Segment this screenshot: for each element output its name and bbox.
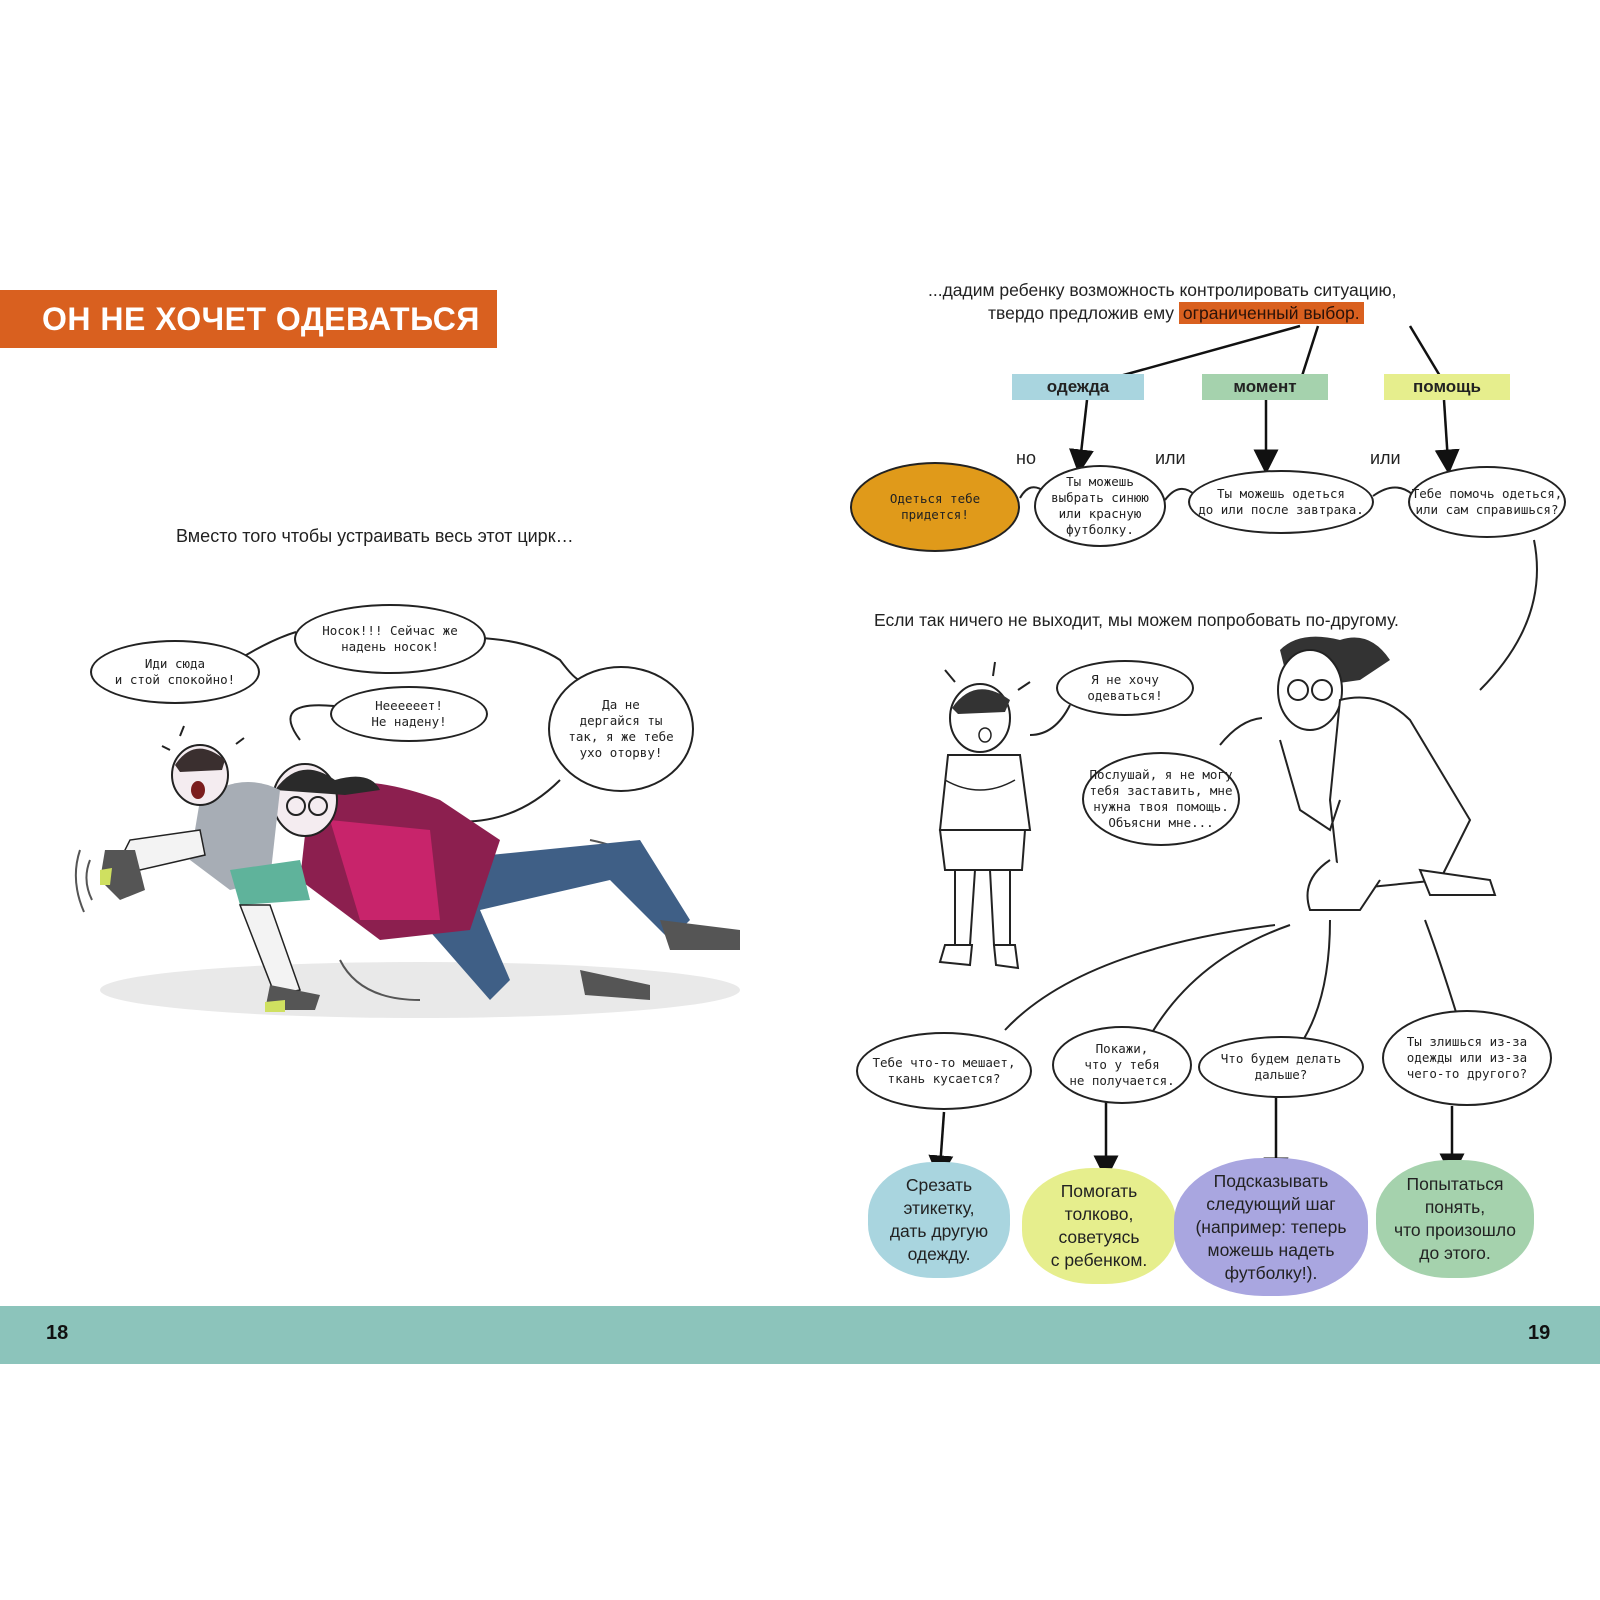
- answer-understand: Попытаться понять, что произошло до этого.: [1376, 1160, 1534, 1278]
- question-angry-bubble: Ты злишься из-за одежды или из-за чего-то другого?: [1382, 1010, 1552, 1106]
- answer-cut-label: Срезать этикетку, дать другую одежду.: [868, 1162, 1010, 1278]
- fallback-caption: Если так ничего не выходит, мы можем попробовать по-другому.: [874, 610, 1399, 630]
- page-number-left: 18: [46, 1322, 69, 1344]
- page-number-right: 19: [1528, 1322, 1551, 1344]
- answer-next-step: Подсказывать следующий шаг (например: теперь можешь надеть футболку!).: [1174, 1158, 1368, 1296]
- question-next-bubble: Что будем делать дальше?: [1198, 1036, 1364, 1098]
- must-dress-bubble: Одеться тебе придется!: [850, 462, 1020, 552]
- limited-choice-highlight: ограниченный выбор.: [1179, 302, 1364, 324]
- question-show-bubble: Покажи, что у тебя не получается.: [1052, 1026, 1192, 1104]
- left-intro-caption: Вместо того чтобы устраивать весь этот цирк…: [176, 526, 574, 546]
- kid-refuse-bubble: Я не хочу одеваться!: [1056, 660, 1194, 716]
- choice-moment-bubble: Ты можешь одеться до или после завтрака.: [1188, 470, 1374, 534]
- tag-moment-label: момент: [1233, 377, 1297, 396]
- connector-or-1: или: [1155, 448, 1186, 468]
- tag-clothes-label: одежда: [1046, 377, 1110, 396]
- connector-but: но: [1016, 448, 1036, 468]
- chapter-title: ОН НЕ ХОЧЕТ ОДЕВАТЬСЯ: [0, 290, 497, 348]
- tag-help-label: помощь: [1413, 377, 1481, 396]
- question-fabric-bubble: Тебе что-то мешает, ткань кусается?: [856, 1032, 1032, 1110]
- bubble-no: Неееееет! Не надену!: [330, 686, 488, 742]
- bubble-ear: Да не дергайся ты так, я же тебе ухо оторву!: [548, 666, 694, 792]
- footer-band: [0, 1306, 1600, 1364]
- bubble-sock: Носок!!! Сейчас же надень носок!: [294, 604, 486, 674]
- intro-line2-prefix: твердо предложив ему: [988, 303, 1179, 323]
- parent-help-bubble: Послушай, я не могу тебя заставить, мне нужна твоя помощь. Объясни мне...: [1082, 752, 1240, 846]
- connector-or-2: или: [1370, 448, 1401, 468]
- answer-help-wisely: Помогать толково, советуясь с ребенком.: [1022, 1168, 1176, 1284]
- bubble-come-here: Иди сюда и стой спокойно!: [90, 640, 260, 704]
- choice-clothes-bubble: Ты можешь выбрать синюю или красную футболку.: [1034, 465, 1166, 547]
- right-intro-line1: ...дадим ребенку возможность контролировать ситуацию,: [928, 280, 1397, 300]
- choice-help-bubble: Тебе помочь одеться, или сам справишься?: [1408, 466, 1566, 538]
